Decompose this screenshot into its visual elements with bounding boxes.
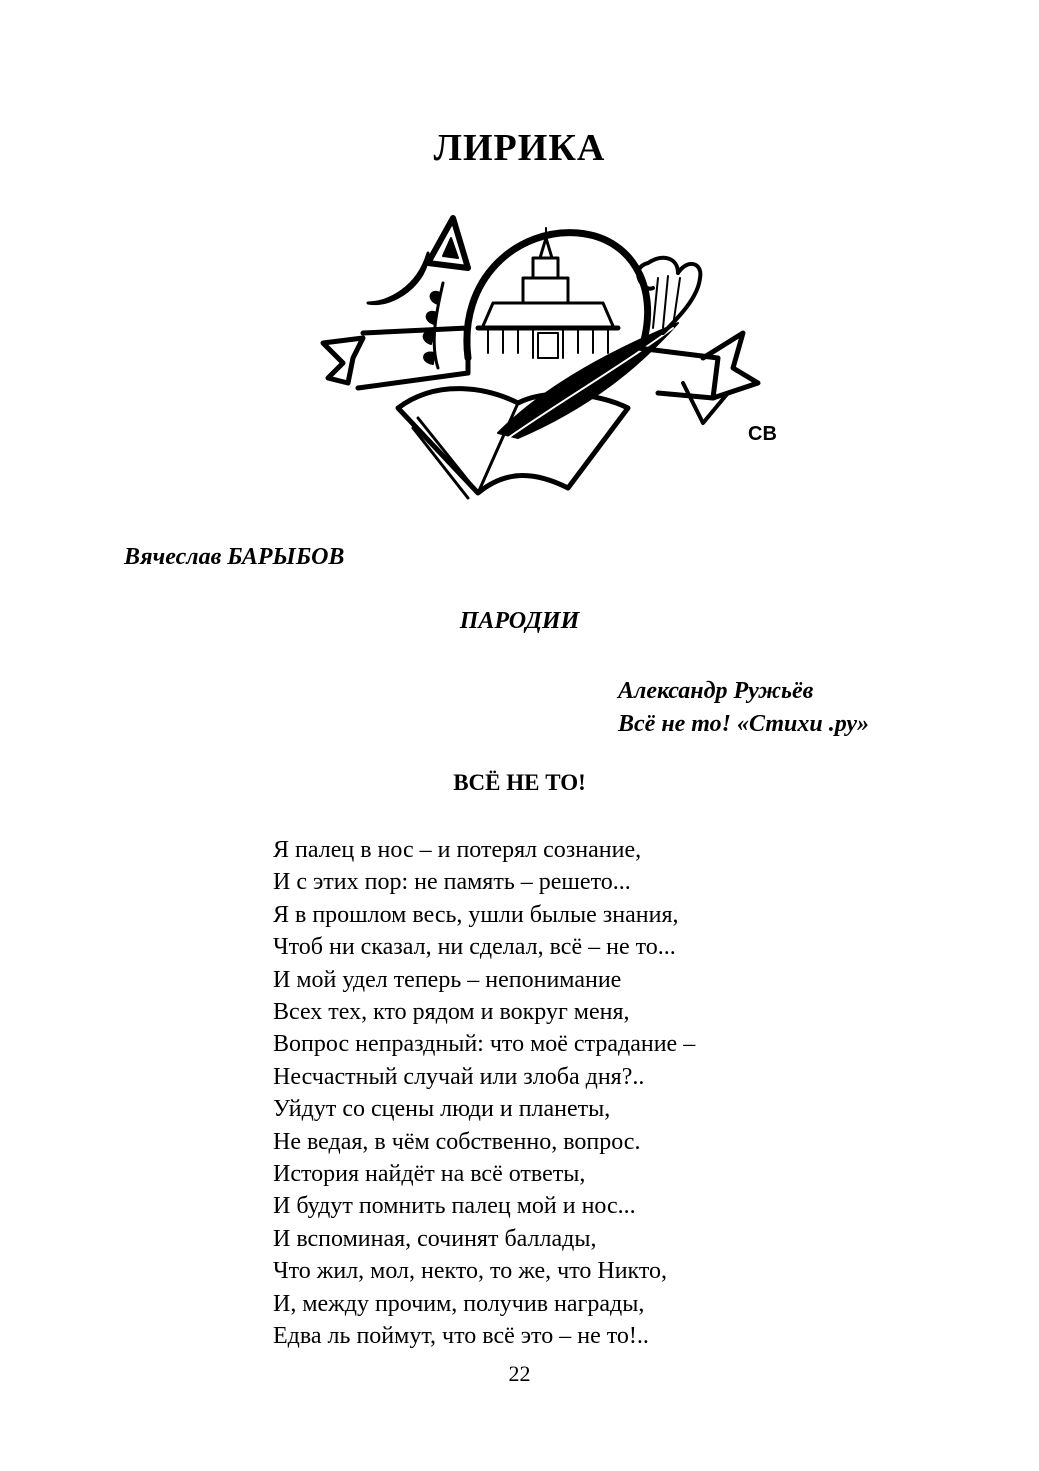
poem-line: Вопрос непраздный: что моё страдание – <box>273 1031 696 1058</box>
poem-line: Чтоб ни сказал, ни сделал, всё – не то... <box>273 934 676 961</box>
page-number: 22 <box>508 1361 531 1386</box>
poem-line: Не ведая, в чём собственно, вопрос. <box>273 1128 641 1155</box>
poem-line: И, между прочим, получив награды, <box>273 1290 645 1317</box>
poem-line: Уйдут со сцены люди и планеты, <box>273 1096 611 1123</box>
poem-line: Несчастный случай или злоба дня?.. <box>273 1063 645 1090</box>
poem-line: Что жил, мол, некто, то же, что Никто, <box>273 1258 668 1285</box>
poem-line: Всех тех, кто рядом и вокруг меня, <box>273 999 630 1026</box>
epigraph-source: Всё не то! «Стихи .ру» <box>618 711 870 737</box>
poem-line: Едва ль поймут, что всё это – не то!.. <box>273 1323 649 1350</box>
poem-line: И мой удел теперь – непонимание <box>273 966 622 993</box>
poem-line: И будут помнить палец мой и нос... <box>273 1193 636 1220</box>
poem-body <box>273 834 695 1353</box>
lyric-emblem-icon <box>318 208 778 508</box>
poem-line: И вспоминая, сочинят баллады, <box>273 1225 597 1252</box>
section-title: ЛИРИКА <box>433 127 606 169</box>
epigraph <box>618 675 869 741</box>
author-name: Вячеслав БАРЫБОВ <box>124 544 345 570</box>
poem-line: Я палец в нос – и потерял сознание, <box>273 837 642 863</box>
poem-line: Я в прошлом весь, ушли былые знания, <box>273 901 679 928</box>
poem-title: ВСЁ НЕ ТО! <box>453 770 586 795</box>
epigraph-author: Александр Ружьёв <box>618 678 814 704</box>
emblem-monogram: СВ <box>748 423 777 445</box>
poem-line: И с этих пор: не память – решето... <box>273 869 631 896</box>
genre-heading: ПАРОДИИ <box>459 608 580 634</box>
poem-line: История найдёт на всё ответы, <box>273 1161 586 1188</box>
